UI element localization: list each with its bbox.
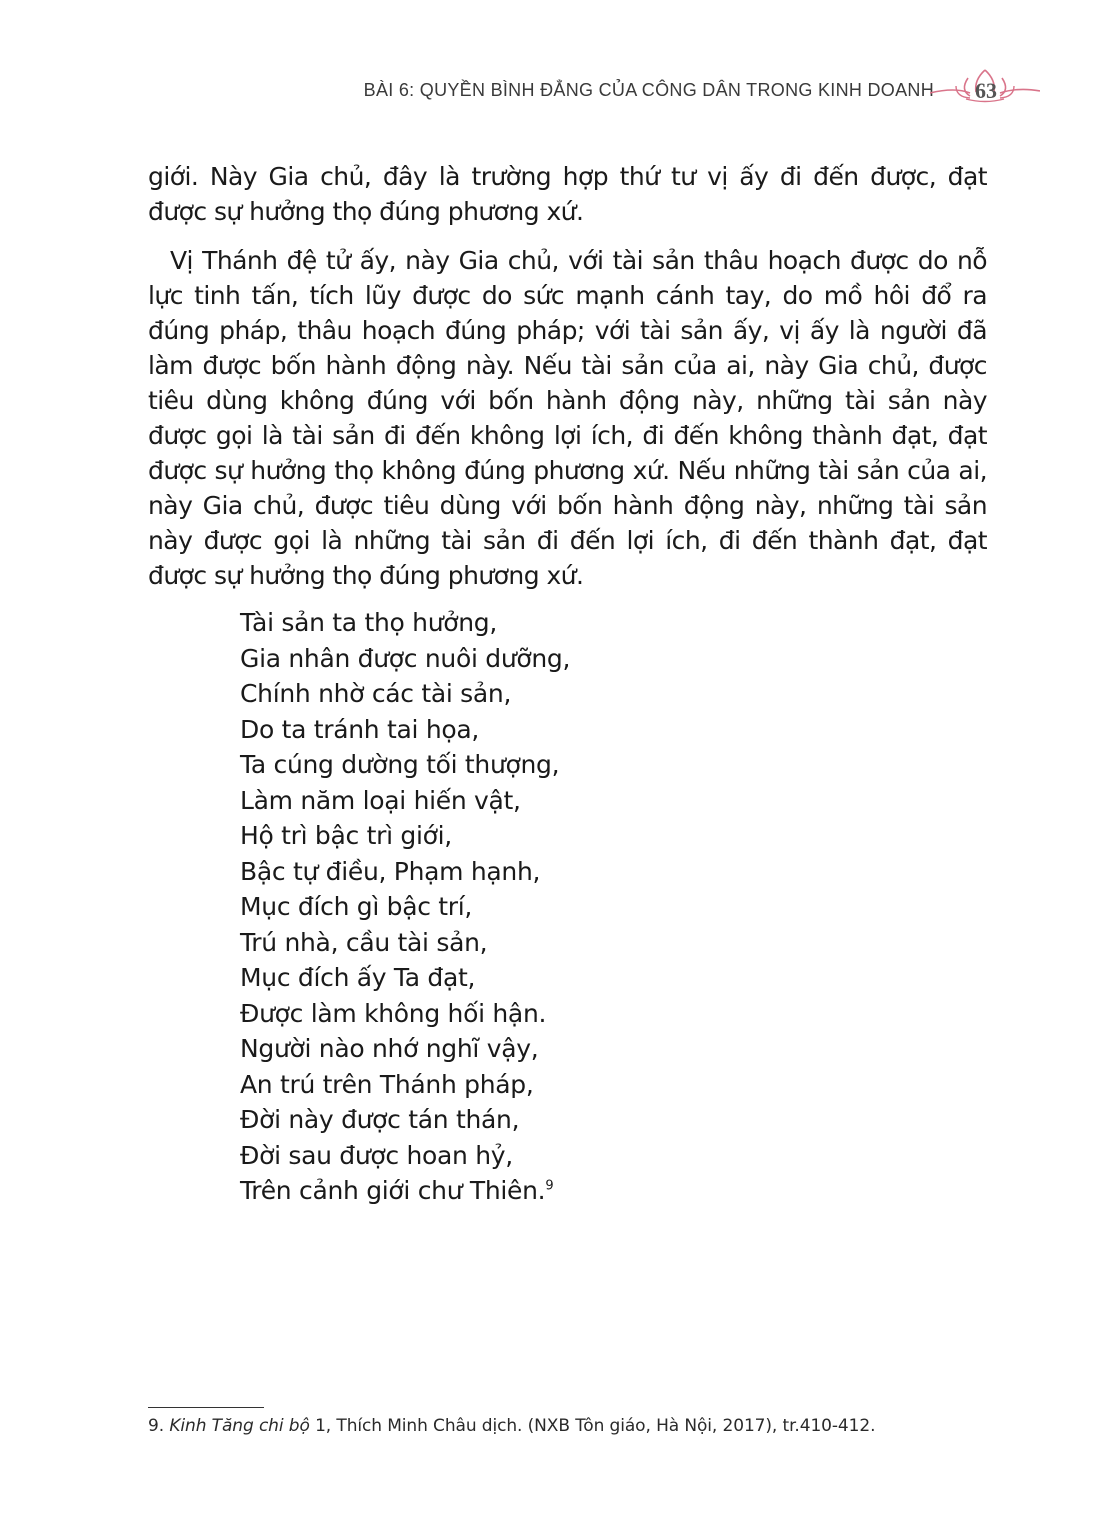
verse-line: Chính nhờ các tài sản, (240, 679, 512, 708)
verse-line: Do ta tránh tai họa, (240, 714, 480, 744)
verse-line: Đời này được tán thán, (240, 1105, 520, 1134)
verse-line: Được làm không hối hận. (240, 998, 547, 1028)
footnote-divider (148, 1407, 264, 1408)
verse-line: An trú trên Thánh pháp, (240, 1069, 534, 1099)
verse-line: Làm năm loại hiến vật, (240, 785, 521, 815)
verse-line: Hộ trì bậc trì giới, (240, 821, 452, 850)
footnote-marker: 9 (545, 1178, 554, 1194)
verse-line: Trú nhà, cầu tài sản, (240, 927, 488, 957)
page-content (148, 159, 987, 1209)
verse-line: Bậc tự điều, Phạm hạnh, (240, 856, 541, 886)
page-number: 63 (975, 78, 997, 103)
page-header (0, 70, 1106, 120)
verse-line: Ta cúng dường tối thượng, (240, 750, 560, 779)
verse-block (240, 605, 987, 1209)
verse-line: Trên cảnh giới chư Thiên.$^9$ (240, 1176, 554, 1205)
verse-line: Đời sau được hoan hỷ, (240, 1140, 513, 1170)
verse-line: Người nào nhớ nghĩ vậy, (240, 1034, 539, 1063)
footnote (148, 1414, 988, 1438)
verse-line: Tài sản ta thọ hưởng, (240, 608, 498, 637)
paragraph-continuation: giới. Này Gia chủ, đây là trường hợp thứ tư vị ấy đi đến được, đạt được sự hưởng thọ đúng phương xứ. (148, 162, 987, 226)
verse-line: Mục đích ấy Ta đạt, (240, 963, 476, 992)
footnote-book-title: Kinh Tăng chi bộ (169, 1416, 310, 1436)
footnote-number: 9. (148, 1416, 165, 1436)
chapter-title: BÀI 6: QUYỀN BÌNH ĐẲNG CỦA CÔNG DÂN TRONG KINH DOANH (363, 80, 934, 100)
footnote-citation: 1, Thích Minh Châu dịch. (NXB Tôn giáo, Hà Nội, 2017), tr.410-412. (309, 1416, 876, 1436)
verse-line: Gia nhân được nuôi dưỡng, (240, 643, 571, 673)
paragraph-main: Vị Thánh đệ tử ấy, này Gia chủ, với tài sản thâu hoạch được do nỗ lực tinh tấn, tích lũy được do sức mạnh cánh tay, do mồ hôi đổ ra đúng pháp, thâu hoạch đúng pháp; với tài sản ấy, vị ấy là người đã làm được bốn hành động này. Nếu tài sản của ai, này Gia chủ, được tiêu dùng không đúng với bốn hành động này, những tài sản này được gọi là tài sản đi đến không lợi ích, đi đến không thành đạt, đạt được sự hưởng thọ không đúng phương xứ. Nếu những tài sản của ai, này Gia chủ, được tiêu dùng với bốn hành động này, những tài sản này được gọi là những tài sản đi đến lợi ích, đi đến thành đạt, đạt được sự hưởng thọ đúng phương xứ. (148, 246, 987, 590)
verse-line: Mục đích gì bậc trí, (240, 892, 473, 921)
